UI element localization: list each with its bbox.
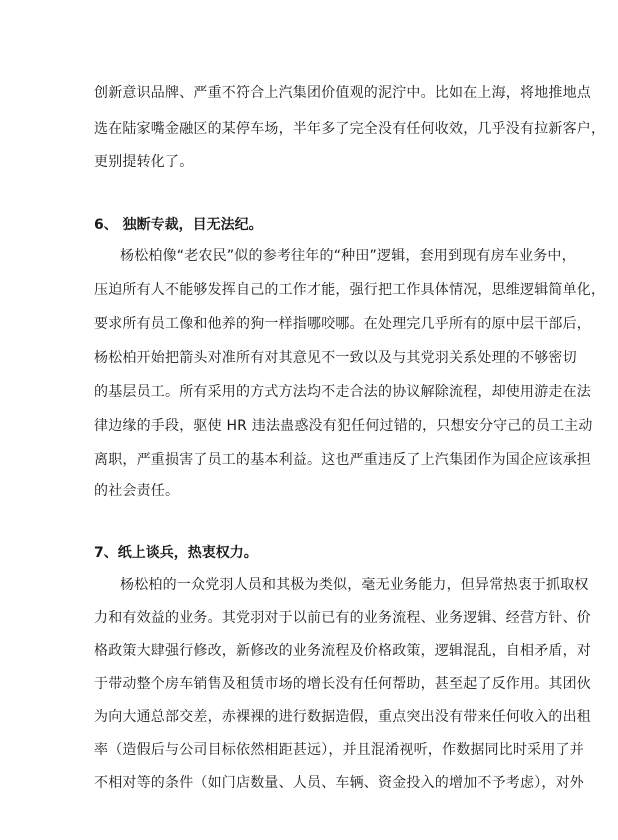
paragraph-line: 为向大通总部交差，赤裸裸的进行数据造假，重点突出没有带来任何收入的出租 <box>94 709 591 725</box>
section-heading-6: 6、 独断专裁，目无法纪。 <box>94 217 263 233</box>
paragraph-line: 杨松柏的一众党羽人员和其极为类似，毫无业务能力，但异常热衷于抓取权 <box>120 577 589 593</box>
paragraph-line: 的社会责任。 <box>94 483 180 499</box>
paragraph-line: 的基层员工。所有采用的方式方法均不走合法的协议解除流程，却使用游走在法 <box>94 384 591 400</box>
paragraph-line: 要求所有员工像和他养的狗一样指哪咬哪。在处理完几乎所有的原中层干部后， <box>94 316 591 332</box>
paragraph-line: 更别提转化了。 <box>94 154 194 170</box>
section-heading-7: 7、纸上谈兵，热衷权力。 <box>94 545 258 561</box>
paragraph-line: 杨松柏像“老农民”似的参考往年的“种田”逻辑，套用到现有房车业务中， <box>120 248 576 264</box>
paragraph-line: 率（造假后与公司目标依然相距甚远），并且混淆视听，作数据同比时采用了并 <box>94 742 584 758</box>
paragraph-line: 创新意识品牌、严重不符合上汽集团价值观的泥泞中。比如在上海，将地推地点 <box>94 85 591 101</box>
paragraph-line: 杨松柏开始把箭头对准所有对其意见不一致以及与其党羽关系处理的不够密切 <box>94 350 577 366</box>
paragraph-line: 选在陆家嘴金融区的某停车场，半年多了完全没有任何收效，几乎没有拉新客户， <box>94 121 606 137</box>
paragraph-line: 力和有效益的业务。其党羽对于以前已有的业务流程、业务逻辑、经营方针、价 <box>94 610 591 626</box>
paragraph-line: 于带动整个房车销售及租赁市场的增长没有任何帮助，甚至起了反作用。其团伙 <box>94 676 591 692</box>
paragraph-line: 压迫所有人不能够发挥自己的工作才能，强行把工作具体情况，思维逻辑简单化， <box>94 282 606 298</box>
paragraph-line: 离职，严重损害了员工的基本利益。这也严重违反了上汽集团作为国企应该承担 <box>94 452 591 468</box>
paragraph-line: 格政策大肆强行修改，新修改的业务流程及价格政策，逻辑混乱，自相矛盾，对 <box>94 643 591 659</box>
paragraph-line: 不相对等的条件（如门店数量、人员、车辆、资金投入的增加不予考虑），对外 <box>94 775 584 791</box>
paragraph-line: 律边缘的手段，驱使 HR 违法蛊惑没有犯任何过错的，只想安分守己的员工主动 <box>94 418 593 434</box>
